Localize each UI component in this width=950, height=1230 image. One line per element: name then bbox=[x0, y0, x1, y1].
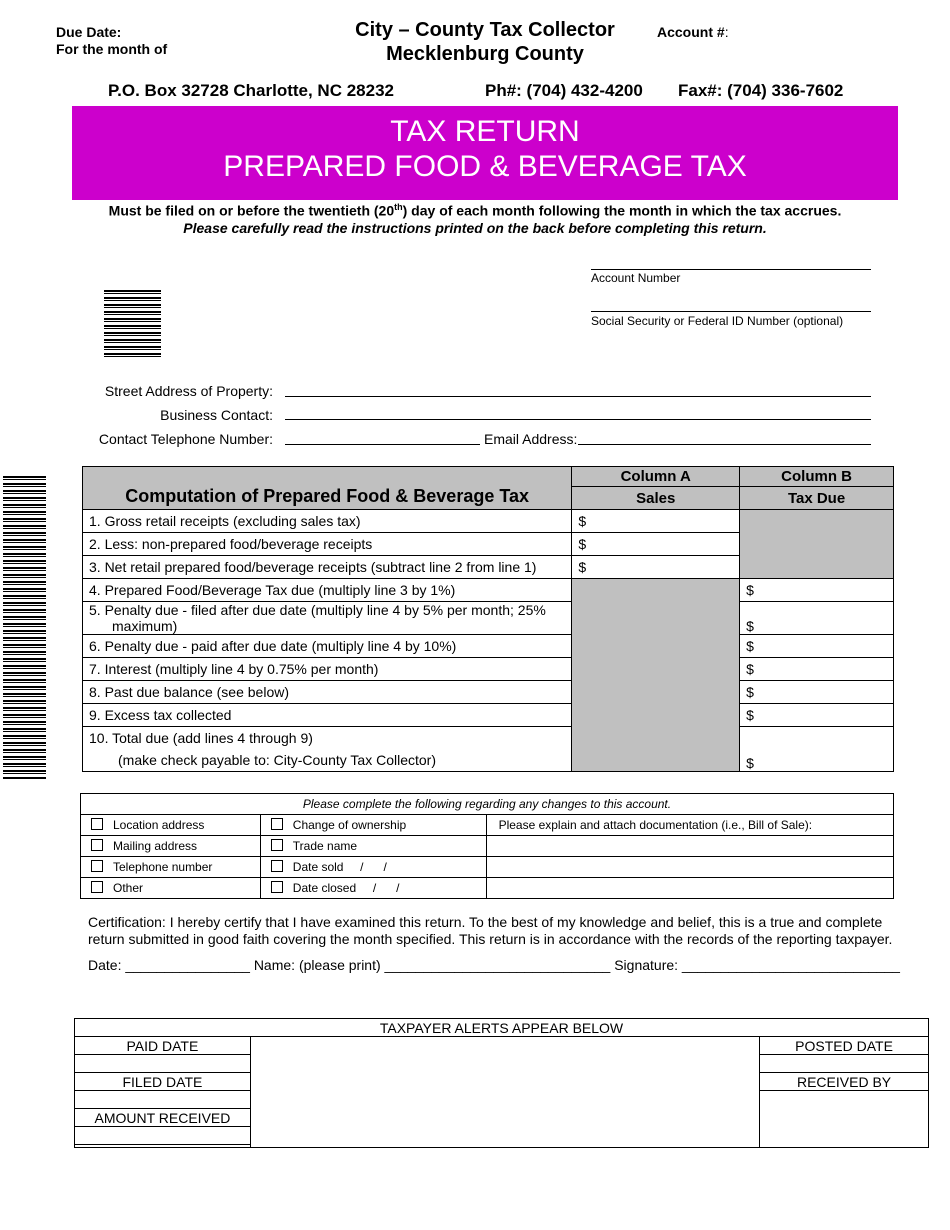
checkbox-label: Date closed / / bbox=[292, 881, 400, 895]
table-row bbox=[83, 579, 894, 602]
line-2-label: 2. Less: non-prepared food/beverage receipts bbox=[83, 533, 572, 556]
column-b-title: Column B bbox=[740, 467, 894, 487]
table-row bbox=[83, 681, 894, 704]
line-1-sales-input[interactable]: $ bbox=[572, 510, 740, 533]
line-7-label: 7. Interest (multiply line 4 by 0.75% per month) bbox=[83, 658, 572, 681]
explain-input[interactable] bbox=[486, 857, 893, 878]
collector-heading bbox=[330, 18, 640, 66]
signature-line[interactable]: Date: ________________ Name: (please print) _____________________________ Signature: ____________________________ bbox=[88, 957, 900, 973]
line-10-label: 10. Total due (add lines 4 through 9) bbox=[83, 727, 572, 750]
line-4-label: 4. Prepared Food/Beverage Tax due (multiply line 3 by 1%) bbox=[83, 579, 572, 602]
checkbox-icon[interactable] bbox=[91, 818, 103, 830]
account-number-input[interactable] bbox=[591, 269, 871, 270]
explain-label: Please explain and attach documentation (i.e., Bill of Sale): bbox=[486, 815, 893, 836]
table-row bbox=[83, 704, 894, 727]
table-row bbox=[83, 602, 894, 635]
checkbox-label: Location address bbox=[113, 818, 205, 832]
collector-title: City – County Tax Collector bbox=[355, 19, 615, 41]
barcode-graphic bbox=[104, 290, 161, 360]
account-changes-table bbox=[80, 793, 894, 899]
filed-date-value[interactable] bbox=[75, 1091, 251, 1109]
taxpayer-alerts-table bbox=[74, 1018, 929, 1148]
ssn-input[interactable] bbox=[591, 311, 871, 312]
due-date-block bbox=[56, 24, 167, 58]
line-6-tax-input[interactable]: $ bbox=[740, 635, 894, 658]
account-colon: : bbox=[724, 24, 729, 40]
change-telephone-number[interactable] bbox=[81, 857, 261, 878]
line-4-tax-input[interactable]: $ bbox=[740, 579, 894, 602]
change-other[interactable] bbox=[81, 878, 261, 899]
line-9-tax-input[interactable]: $ bbox=[740, 704, 894, 727]
explain-input[interactable] bbox=[486, 878, 893, 899]
paid-date-value[interactable] bbox=[75, 1055, 251, 1073]
shaded-cell bbox=[572, 579, 740, 772]
line-7-tax-input[interactable]: $ bbox=[740, 658, 894, 681]
line-8-tax-input[interactable]: $ bbox=[740, 681, 894, 704]
line-9-label: 9. Excess tax collected bbox=[83, 704, 572, 727]
table-row bbox=[83, 510, 894, 533]
change-date-closed[interactable] bbox=[260, 878, 486, 899]
line-3-label: 3. Net retail prepared food/beverage receipts (subtract line 2 from line 1) bbox=[83, 556, 572, 579]
checkbox-label: Change of ownership bbox=[292, 818, 407, 832]
amount-received-value[interactable] bbox=[75, 1127, 251, 1145]
change-trade-name[interactable] bbox=[260, 836, 486, 857]
account-label-text: Account # bbox=[657, 24, 725, 40]
checkbox-label: Trade name bbox=[292, 839, 358, 853]
email-label: Email Address: bbox=[484, 431, 578, 447]
amount-received-label: AMOUNT RECEIVED bbox=[75, 1109, 251, 1127]
county-name: Mecklenburg County bbox=[386, 43, 584, 65]
business-contact-input[interactable] bbox=[285, 419, 871, 420]
line-3-sales-input[interactable]: $ bbox=[572, 556, 740, 579]
table-row bbox=[81, 857, 894, 878]
notice-sup: th bbox=[394, 202, 403, 212]
table-row bbox=[81, 815, 894, 836]
alerts-content bbox=[250, 1037, 759, 1148]
shaded-cell bbox=[740, 510, 894, 579]
phone-number: Ph#: (704) 432-4200 bbox=[485, 81, 643, 100]
checkbox-label: Telephone number bbox=[113, 860, 213, 874]
paid-date-label: PAID DATE bbox=[75, 1037, 251, 1055]
change-date-sold[interactable] bbox=[260, 857, 486, 878]
posted-date-value[interactable] bbox=[760, 1055, 929, 1073]
notice-text-b: ) day of each month following the month in which the tax accrues. bbox=[402, 202, 842, 219]
column-a-sub: Sales bbox=[572, 487, 740, 510]
mailing-address: P.O. Box 32728 Charlotte, NC 28232 bbox=[108, 81, 394, 100]
line-5-text: 5. Penalty due - filed after due date (multiply line 4 by 5% per month; 25% bbox=[89, 602, 546, 618]
filed-date-label: FILED DATE bbox=[75, 1073, 251, 1091]
instructions-notice: Please carefully read the instructions printed on the back before completing this return. bbox=[183, 220, 767, 236]
title-banner bbox=[72, 106, 898, 200]
line-5-text-cont: maximum) bbox=[112, 618, 178, 634]
due-date-label: Due Date: bbox=[56, 24, 122, 40]
table-row bbox=[75, 1037, 929, 1055]
posted-date-label: POSTED DATE bbox=[760, 1037, 929, 1055]
ssn-caption: Social Security or Federal ID Number (optional) bbox=[591, 314, 844, 328]
fax-number: Fax#: (704) 336-7602 bbox=[678, 81, 844, 100]
banner-line-2: PREPARED FOOD & BEVERAGE TAX bbox=[223, 150, 747, 183]
column-b-sub: Tax Due bbox=[740, 487, 894, 510]
line-5-label bbox=[83, 602, 572, 635]
table-row bbox=[83, 635, 894, 658]
checkbox-icon[interactable] bbox=[271, 860, 283, 872]
account-number-label bbox=[657, 24, 729, 40]
line-5-tax-input[interactable]: $ bbox=[740, 602, 894, 635]
notice-text-a: Must be filed on or before the twentieth (20 bbox=[108, 202, 395, 219]
line-10-tax-input[interactable]: $ bbox=[740, 727, 894, 772]
changes-title: Please complete the following regarding any changes to this account. bbox=[81, 794, 894, 815]
alerts-title: TAXPAYER ALERTS APPEAR BELOW bbox=[75, 1019, 929, 1037]
computation-title: Computation of Prepared Food & Beverage Tax bbox=[83, 467, 572, 510]
explain-input[interactable] bbox=[486, 836, 893, 857]
received-by-value[interactable] bbox=[760, 1091, 929, 1148]
change-mailing-address[interactable] bbox=[81, 836, 261, 857]
side-barcode-graphic bbox=[3, 476, 46, 780]
checkbox-icon[interactable] bbox=[271, 881, 283, 893]
line-1-label: 1. Gross retail receipts (excluding sales tax) bbox=[83, 510, 572, 533]
certification-text: Certification: I hereby certify that I have examined this return. To the best of my knowledge and belief, this is a true and complete return submitted in good faith covering the month specified. This return is in accordance with the records of the reporting taxpayer. bbox=[88, 914, 893, 947]
account-number-caption: Account Number bbox=[591, 271, 681, 285]
checkbox-label: Date sold / / bbox=[292, 860, 387, 874]
checkbox-icon[interactable] bbox=[271, 818, 283, 830]
business-contact-label: Business Contact: bbox=[160, 407, 273, 423]
street-address-label: Street Address of Property: bbox=[104, 383, 273, 399]
table-row bbox=[81, 878, 894, 899]
column-a-title: Column A bbox=[572, 467, 740, 487]
computation-table bbox=[82, 466, 894, 772]
contact-phone-input[interactable] bbox=[285, 444, 480, 445]
checkbox-label: Other bbox=[113, 881, 144, 895]
change-location-address[interactable] bbox=[81, 815, 261, 836]
checkbox-icon[interactable] bbox=[91, 839, 103, 851]
street-address-input[interactable] bbox=[285, 396, 871, 397]
contact-phone-label: Contact Telephone Number: bbox=[98, 431, 273, 447]
line-10-note: (make check payable to: City-County Tax Collector) bbox=[83, 749, 572, 772]
checkbox-label: Mailing address bbox=[113, 839, 198, 853]
checkbox-icon[interactable] bbox=[271, 839, 283, 851]
line-2-sales-input[interactable]: $ bbox=[572, 533, 740, 556]
filing-notice bbox=[0, 202, 950, 219]
line-8-label: 8. Past due balance (see below) bbox=[83, 681, 572, 704]
change-ownership[interactable] bbox=[260, 815, 486, 836]
table-row bbox=[81, 836, 894, 857]
checkbox-icon[interactable] bbox=[91, 860, 103, 872]
month-label: For the month of bbox=[56, 41, 168, 57]
email-input[interactable] bbox=[578, 444, 871, 445]
line-6-label: 6. Penalty due - paid after due date (multiply line 4 by 10%) bbox=[83, 635, 572, 658]
table-spacer bbox=[75, 1145, 251, 1148]
table-row bbox=[83, 727, 894, 750]
checkbox-icon[interactable] bbox=[91, 881, 103, 893]
received-by-label: RECEIVED BY bbox=[760, 1073, 929, 1091]
banner-line-1: TAX RETURN bbox=[390, 115, 580, 148]
table-row bbox=[83, 658, 894, 681]
